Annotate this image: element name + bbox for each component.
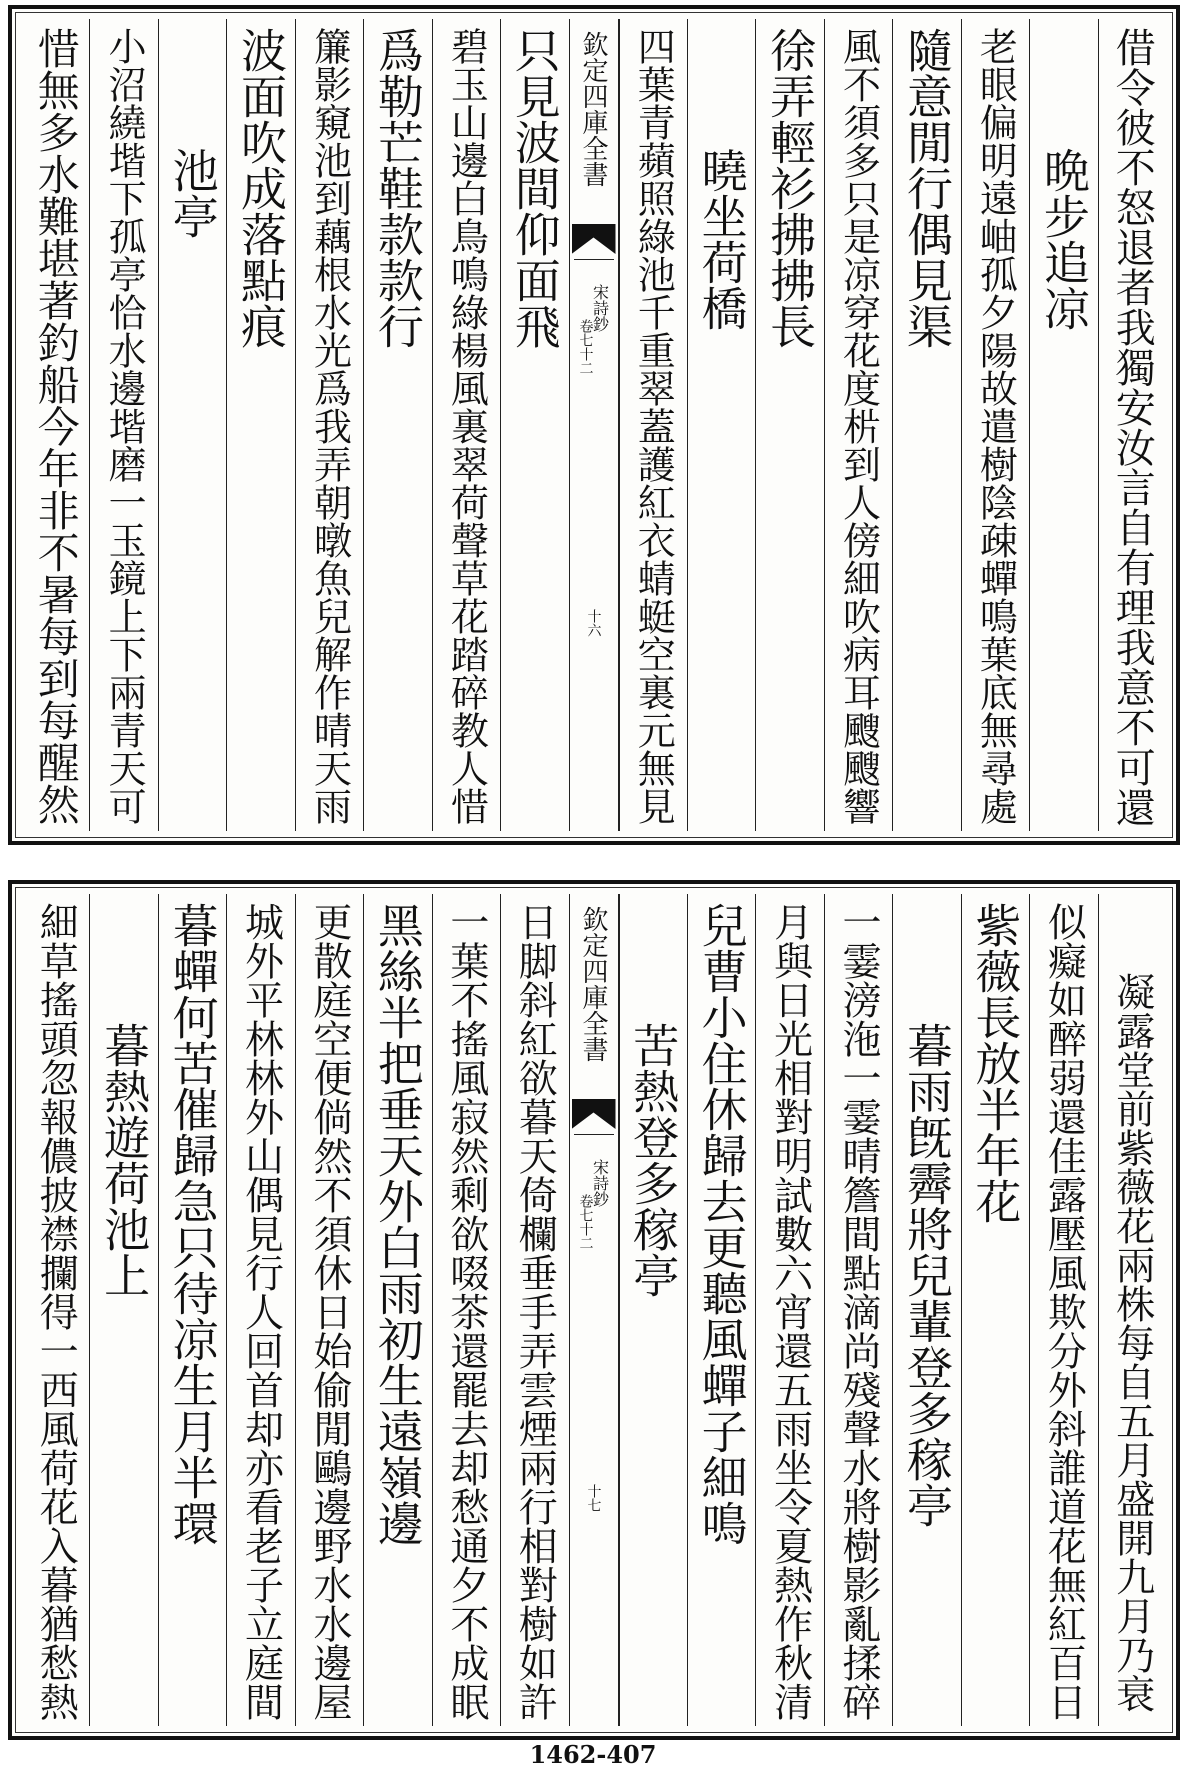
text-column bbox=[432, 19, 500, 831]
poem-line: 細草搖頭忽報儂披襟攔得一西風荷花入暮猶愁熱 bbox=[33, 902, 79, 1721]
text-column bbox=[89, 19, 157, 831]
text-column bbox=[961, 19, 1029, 831]
fold-leaf-number: 十六 bbox=[585, 609, 602, 637]
fold-divider bbox=[574, 259, 614, 260]
text-column bbox=[824, 19, 892, 831]
poem-title: 暮雨旣霽將兒輩登多稼亭 bbox=[899, 1022, 954, 1528]
text-column bbox=[295, 19, 363, 831]
text-column bbox=[22, 894, 89, 1726]
text-column bbox=[295, 894, 363, 1726]
poem-title: 暮熱遊荷池上 bbox=[97, 1022, 152, 1298]
poem-line: 只見波間仰面飛 bbox=[507, 27, 562, 349]
fold-book-name: 宋詩鈔 bbox=[590, 284, 610, 332]
poem-line: 碧玉山邊白鳥鳴綠楊風裏翠荷聲草花踏碎教人惜 bbox=[444, 27, 489, 825]
text-column bbox=[158, 19, 226, 831]
poem-line: 四葉青蘋照綠池千重翠蓋護紅衣蜻蜓空裏元無見 bbox=[631, 27, 676, 825]
fish-tail-mark bbox=[572, 224, 616, 254]
text-column bbox=[619, 19, 687, 831]
fold-volume: 卷七十二 bbox=[577, 319, 594, 375]
text-column bbox=[226, 894, 294, 1726]
poem-line: 風不須多只是凉穿花度㭊到人傍細吹病耳颼颼響 bbox=[836, 27, 881, 825]
text-column bbox=[500, 894, 568, 1726]
text-column bbox=[961, 894, 1029, 1726]
text-column bbox=[1098, 894, 1166, 1726]
text-column bbox=[363, 894, 431, 1726]
poem-title: 曉坐荷橋 bbox=[694, 147, 749, 331]
poem-line: 借令彼不怒退者我獨安汝言自有理我意不可還 bbox=[1109, 27, 1156, 827]
text-column bbox=[892, 19, 960, 831]
poem-line: 一霎滂沲一霎晴簷間點滴尚殘聲水將樹影亂揉碎 bbox=[836, 902, 882, 1721]
text-column bbox=[226, 19, 294, 831]
text-column bbox=[755, 894, 823, 1726]
lower-page bbox=[8, 880, 1180, 1740]
text-column bbox=[824, 894, 892, 1726]
text-column bbox=[687, 19, 755, 831]
text-column bbox=[755, 19, 823, 831]
fold-leaf-number: 十七 bbox=[585, 1484, 602, 1512]
poem-line: 月與日光相對明試數六宵還五雨坐令夏熱作秋清 bbox=[767, 902, 813, 1721]
poem-line: 簾影窺池到藕根水光爲我弄朝暾魚兒解作晴天雨 bbox=[307, 27, 352, 825]
text-column bbox=[619, 894, 687, 1726]
poem-line: 徐弄輕衫拂拂長 bbox=[763, 27, 818, 349]
poem-line: 城外平林林外山偶見行人回首却亦看老子立庭間 bbox=[238, 902, 284, 1721]
poem-line: 似癡如醉弱還佳露壓風欺分外斜誰道花無紅百日 bbox=[1041, 902, 1087, 1721]
fold-divider bbox=[574, 1134, 614, 1135]
lower-text-columns bbox=[22, 894, 1166, 1726]
poem-title: 凝露堂前紫薇花兩株每自五月盛開九月乃衰 bbox=[1109, 972, 1155, 1713]
center-fold bbox=[569, 894, 619, 1726]
poem-line: 惜無多水難堪著釣船今年非不暑每到每醒然 bbox=[31, 27, 81, 825]
poem-line: 隨意閒行偶見渠 bbox=[899, 27, 954, 349]
poem-line: 黑絲半把垂天外白雨初生遠嶺邊 bbox=[370, 902, 425, 1546]
poem-title: 苦熱登多稼亭 bbox=[626, 1022, 681, 1298]
page-number: 1462-407 bbox=[529, 1740, 657, 1769]
center-fold bbox=[569, 19, 619, 831]
poem-title: 晩步追凉 bbox=[1036, 147, 1091, 331]
poem-title: 池亭 bbox=[165, 147, 220, 239]
poem-line: 兒曹小住休歸去更聽風蟬子細鳴 bbox=[694, 902, 749, 1546]
upper-page bbox=[8, 5, 1180, 845]
text-column bbox=[158, 894, 226, 1726]
poem-line: 小沼繞堦下孤亭恰水邊堦磨一玉鏡上下兩青天可 bbox=[102, 27, 147, 825]
text-column bbox=[1098, 19, 1166, 831]
text-column bbox=[363, 19, 431, 831]
fold-title: 欽定四庫全書 bbox=[578, 31, 608, 187]
poem-line: 更散庭空便倘然不須休日始偷閒鷗邊野水水邊屋 bbox=[306, 902, 352, 1721]
text-column bbox=[500, 19, 568, 831]
fold-volume: 卷七十二 bbox=[577, 1194, 594, 1250]
poem-line: 暮蟬何苦催歸急只待凉生月半環 bbox=[165, 902, 220, 1546]
fish-tail-mark bbox=[572, 1099, 616, 1129]
fold-title: 欽定四庫全書 bbox=[578, 906, 608, 1062]
text-column bbox=[687, 894, 755, 1726]
text-column bbox=[89, 894, 157, 1726]
poem-line: 日脚斜紅欲暮天倚欄垂手弄雲煙兩行相對樹如許 bbox=[512, 902, 558, 1721]
text-column bbox=[22, 19, 89, 831]
text-column bbox=[432, 894, 500, 1726]
poem-line: 紫薇長放半年花 bbox=[968, 902, 1023, 1224]
upper-text-columns bbox=[22, 19, 1166, 831]
text-column bbox=[1029, 894, 1097, 1726]
poem-line: 一葉不搖風寂然剩欲啜茶還罷去却愁通夕不成眠 bbox=[443, 902, 489, 1721]
poem-line: 老眼偏明遠岫孤夕陽故遣樹陰疎蟬鳴葉底無尋處 bbox=[973, 27, 1018, 825]
text-column bbox=[1029, 19, 1097, 831]
fold-book-name: 宋詩鈔 bbox=[590, 1159, 610, 1207]
text-column bbox=[892, 894, 960, 1726]
poem-line: 波面吹成落點痕 bbox=[234, 27, 289, 349]
poem-line: 爲勒芒鞋款款行 bbox=[370, 27, 425, 349]
